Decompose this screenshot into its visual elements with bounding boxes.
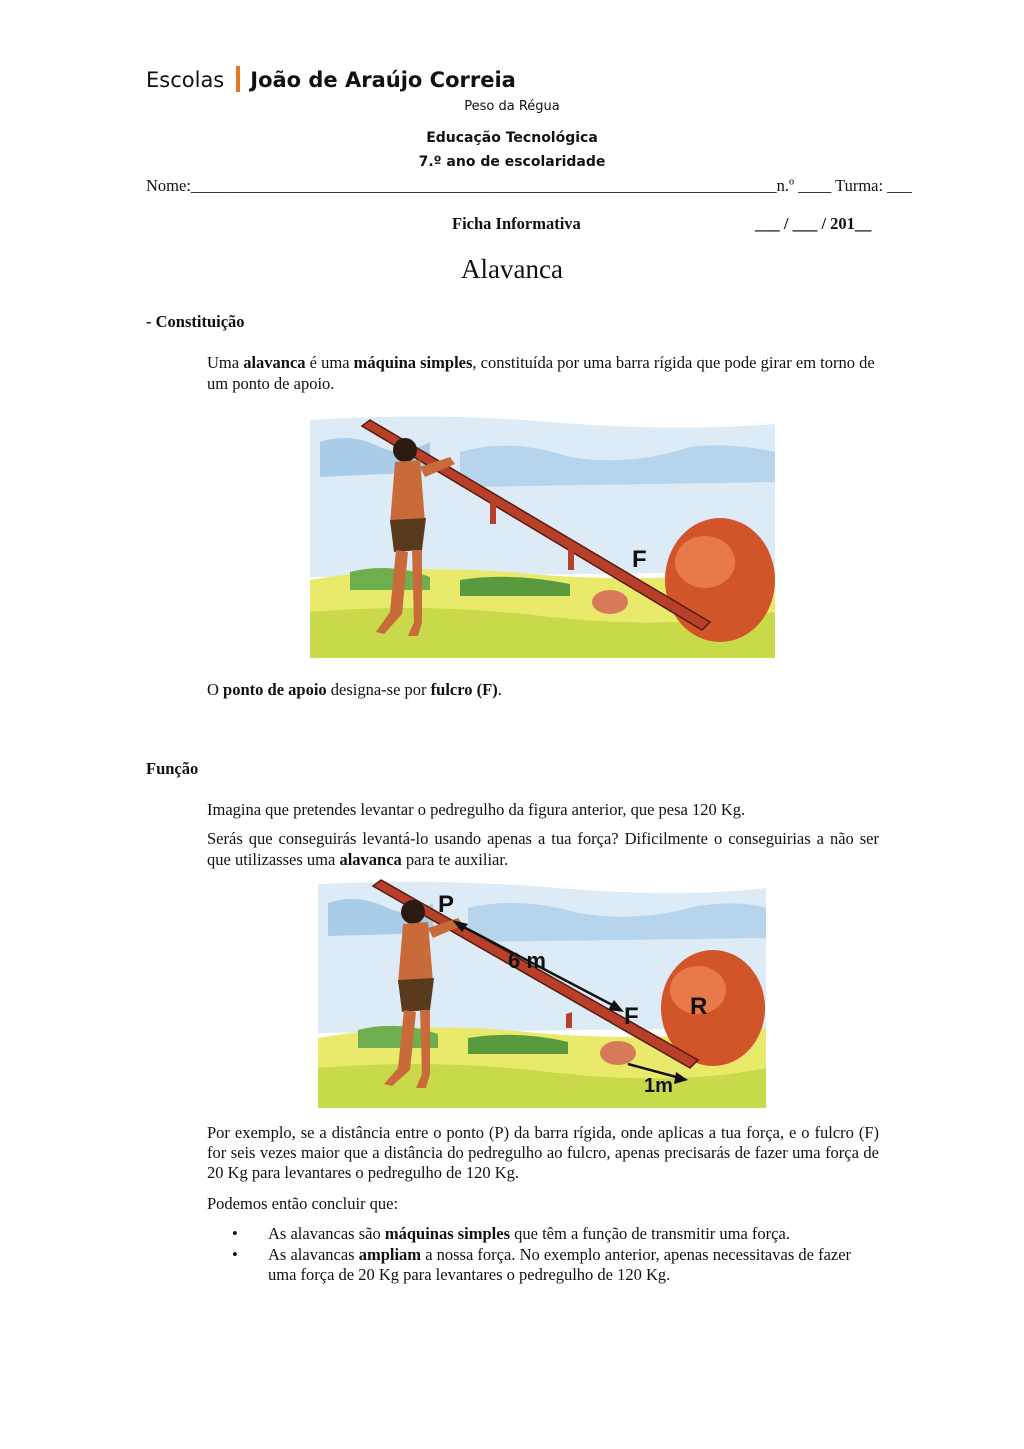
subject-title: Educação Tecnológica: [426, 130, 598, 146]
text-run: a nossa força. No exemplo anterior, apenas necessitavas de fazer uma força de 20 Kg para levantares o pedregulho de 120 Kg.: [268, 1245, 852, 1284]
list-item: [232, 1224, 879, 1244]
section-heading-constituicao: - Constituição: [146, 312, 245, 331]
text-run: As alavancas: [268, 1245, 359, 1264]
term-alavanca: alavanca: [339, 850, 402, 869]
distance-label-long: 6 m: [508, 948, 546, 973]
example-paragraph: Por exemplo, se a distância entre o ponto (P) da barra rígida, onde aplicas a tua força, e o fulcro (F) for seis vezes maior que a distância do pedregulho ao fulcro, apenas precisarás de fazer uma força de 20 Kg para levantares o pedregulho de 120 Kg.: [207, 1123, 879, 1182]
bullet-symbol: •: [232, 1224, 238, 1243]
text-run: , constituída por uma barra rígida que pode girar em torno de um ponto de apoio.: [207, 353, 875, 393]
school-prefix: Escolas: [146, 68, 225, 92]
date-line: ___ / ___ / 201__: [755, 214, 872, 233]
conclusion-list: [232, 1224, 879, 1286]
fulcrum-paragraph: [207, 679, 879, 700]
lever-illustration-2: [318, 878, 766, 1108]
header-divider: [236, 66, 240, 92]
text-run: é uma: [305, 353, 354, 372]
question-paragraph: [207, 828, 879, 870]
text-run: designa-se por: [326, 680, 431, 699]
list-item: [232, 1245, 879, 1285]
section-heading-funcao: Função: [146, 759, 199, 778]
text-run: As alavancas são: [268, 1224, 385, 1243]
text-run: .: [497, 680, 502, 699]
fulcrum-label-f: F: [624, 1003, 639, 1030]
text-run: O: [207, 680, 224, 699]
student-name-line: Nome:_______________________________________________________________________n.º ____ Turma: ___: [146, 176, 912, 195]
term-ampliam: ampliam: [358, 1245, 422, 1264]
bullet-symbol: •: [232, 1245, 238, 1264]
text-run: para te auxiliar.: [401, 850, 509, 869]
text-run: Serás que conseguirás levantá-lo usando apenas a tua força? Dificilmente o conseguirias a não ser que utilizasses uma: [207, 829, 879, 869]
force-point-label-p: P: [438, 891, 455, 918]
scenario-paragraph: Imagina que pretendes levantar o pedregulho da figura anterior, que pesa 120 Kg.: [207, 800, 746, 819]
term-fulcro: fulcro (F): [430, 680, 498, 699]
text-run: Uma: [207, 353, 244, 372]
text-run: que têm a função de transmitir uma força.: [510, 1224, 790, 1243]
resistance-label-r: R: [690, 993, 708, 1020]
definition-paragraph: [207, 352, 879, 394]
term-maquina-simples: máquina simples: [353, 353, 473, 372]
fulcrum-label-f: F: [632, 546, 647, 573]
term-maquinas-simples: máquinas simples: [384, 1224, 511, 1243]
distance-label-short: 1m: [644, 1075, 673, 1097]
grade-level: 7.º ano de escolaridade: [418, 154, 606, 170]
school-location: Peso da Régua: [464, 99, 560, 114]
term-alavanca: alavanca: [243, 353, 306, 372]
school-header: [146, 66, 516, 92]
lever-illustration-1: [310, 412, 775, 658]
school-name: João de Araújo Correia: [250, 68, 516, 92]
term-ponto-de-apoio: ponto de apoio: [223, 680, 327, 699]
sheet-type: Ficha Informativa: [452, 214, 581, 233]
conclusion-intro: Podemos então concluir que:: [207, 1194, 399, 1213]
page-title: Alavanca: [461, 254, 563, 284]
